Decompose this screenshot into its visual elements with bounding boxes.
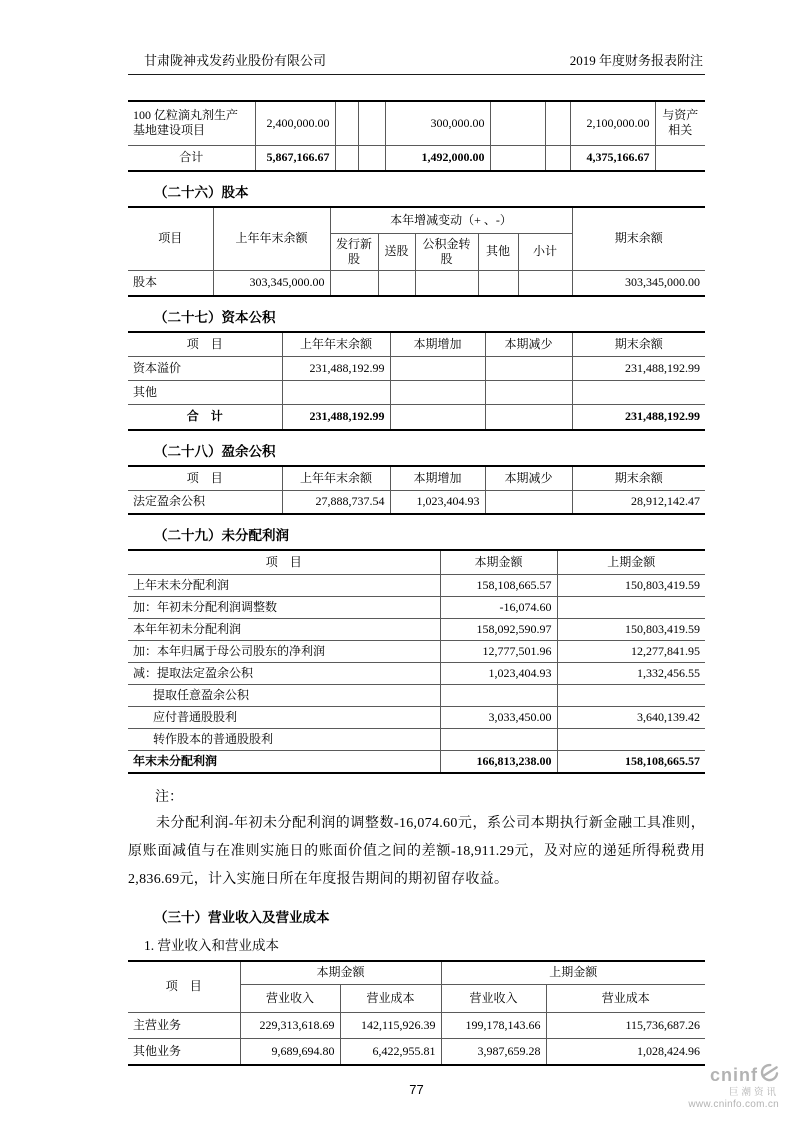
col-header-item: 项 目 <box>128 332 282 356</box>
row-label: 其他 <box>128 380 282 404</box>
row-label: 其他业务 <box>128 1039 240 1065</box>
note-paragraph: 未分配利润-年初未分配利润的调整数-16,074.60元，系公司本期执行新金融工具准则，原账面减值与在准则实施日的账面价值之间的差额-18,911.29元，及对应的递延所得税费用2,836.69元，计入实施日所在年度报告期间的期初留存收益。 <box>128 815 705 887</box>
amount-cell: 229,313,618.69 <box>240 1013 340 1039</box>
col-header-current: 本期金额 <box>440 550 557 574</box>
table-row <box>128 490 705 514</box>
total-row <box>128 404 705 430</box>
subsection-heading: 1. 营业收入和营业成本 <box>144 937 279 953</box>
empty-cell <box>655 145 705 171</box>
col-header-decrease: 本期减少 <box>485 332 572 356</box>
amount-cell: 3,987,659.28 <box>441 1039 546 1065</box>
empty-cell <box>478 270 518 296</box>
amount-cell: 158,108,665.57 <box>557 750 705 773</box>
amount-cell: 12,277,841.95 <box>557 640 705 662</box>
page-header <box>128 0 705 75</box>
surplus-reserve-table <box>128 465 705 515</box>
amount-cell: 303,345,000.00 <box>213 270 330 296</box>
amount-cell: 9,689,694.80 <box>240 1039 340 1065</box>
related-type-cell: 与资产相关 <box>655 101 705 145</box>
empty-cell <box>390 356 485 380</box>
empty-cell <box>545 101 570 145</box>
section-heading-29: （二十九）未分配利润 <box>154 528 289 543</box>
amount-cell: 12,777,501.96 <box>440 640 557 662</box>
amount-cell: 27,888,737.54 <box>282 490 390 514</box>
col-header-item: 项 目 <box>128 961 240 1013</box>
note-label: 注： <box>155 789 183 805</box>
empty-cell <box>485 404 572 430</box>
amount-cell: 2,100,000.00 <box>570 101 655 145</box>
amount-cell: 1,332,456.55 <box>557 662 705 684</box>
table-row <box>128 596 705 618</box>
section-heading-27: （二十七）资本公积 <box>154 310 276 325</box>
table-row <box>128 270 705 296</box>
empty-cell <box>485 490 572 514</box>
table-row <box>128 728 705 750</box>
empty-cell <box>440 728 557 750</box>
amount-cell: 150,803,419.59 <box>557 574 705 596</box>
table-row <box>128 640 705 662</box>
empty-cell <box>378 270 415 296</box>
empty-cell <box>415 270 478 296</box>
row-label: 法定盈余公积 <box>128 490 282 514</box>
table-row <box>128 574 705 596</box>
row-label: 资本溢价 <box>128 356 282 380</box>
section-heading-30: （三十）营业收入及营业成本 <box>154 909 330 925</box>
capital-reserve-table <box>128 331 705 431</box>
total-label: 合计 <box>128 145 255 171</box>
amount-cell: 300,000.00 <box>385 101 490 145</box>
col-header-subtotal: 小计 <box>518 233 572 270</box>
empty-cell <box>557 684 705 706</box>
empty-cell <box>282 380 390 404</box>
header-row <box>128 207 705 233</box>
amount-cell: 115,736,687.26 <box>546 1013 705 1039</box>
col-header-increase: 本期增加 <box>390 332 485 356</box>
header-row <box>128 466 705 490</box>
row-label: 股本 <box>128 270 213 296</box>
amount-cell: 150,803,419.59 <box>557 618 705 640</box>
empty-cell <box>557 728 705 750</box>
row-label: 本年年初未分配利润 <box>128 618 440 640</box>
col-header-prev-balance: 上年年末余额 <box>282 332 390 356</box>
amount-cell: 5,867,166.67 <box>255 145 335 171</box>
table-row <box>128 1013 705 1039</box>
cninfo-watermark <box>688 1063 779 1110</box>
col-header-revenue: 营业收入 <box>240 985 340 1013</box>
total-label: 年末未分配利润 <box>128 750 440 773</box>
empty-cell <box>490 101 545 145</box>
col-header-current: 本期金额 <box>240 961 441 985</box>
col-header-increase: 本期增加 <box>390 466 485 490</box>
table-row <box>128 356 705 380</box>
share-capital-table <box>128 206 705 297</box>
total-label: 合 计 <box>128 404 282 430</box>
table-row <box>128 618 705 640</box>
col-header-prior: 上期金额 <box>441 961 705 985</box>
row-label: 减：提取法定盈余公积 <box>128 662 440 684</box>
empty-cell <box>485 356 572 380</box>
amount-cell: 158,092,590.97 <box>440 618 557 640</box>
col-header-other: 其他 <box>478 233 518 270</box>
empty-cell <box>545 145 570 171</box>
page-number: 77 <box>409 1081 424 1097</box>
amount-cell: 199,178,143.66 <box>441 1013 546 1039</box>
row-label: 加：年初未分配利润调整数 <box>128 596 440 618</box>
empty-cell <box>335 101 358 145</box>
empty-cell <box>358 101 385 145</box>
col-header-decrease: 本期减少 <box>485 466 572 490</box>
amount-cell: 1,492,000.00 <box>385 145 490 171</box>
empty-cell <box>490 145 545 171</box>
header-row <box>128 550 705 574</box>
cninfo-logo-url: www.cninfo.com.cn <box>688 1098 779 1110</box>
row-label: 主营业务 <box>128 1013 240 1039</box>
table-row <box>128 101 705 145</box>
empty-cell <box>485 380 572 404</box>
amount-cell: 231,488,192.99 <box>282 404 390 430</box>
col-header-new-shares: 发行新股 <box>330 233 378 270</box>
empty-cell <box>557 596 705 618</box>
col-header-item: 项 目 <box>128 550 440 574</box>
amount-cell: 1,023,404.93 <box>390 490 485 514</box>
amount-cell: 4,375,166.67 <box>570 145 655 171</box>
table-row <box>128 684 705 706</box>
col-header-end-balance: 期末余额 <box>572 207 705 270</box>
empty-cell <box>358 145 385 171</box>
empty-cell <box>330 270 378 296</box>
amount-cell: 231,488,192.99 <box>572 356 705 380</box>
revenue-cost-table <box>128 960 705 1066</box>
col-header-reserve-to-shares: 公积金转股 <box>415 233 478 270</box>
col-header-cost: 营业成本 <box>546 985 705 1013</box>
cninfo-logo-text: cninf <box>710 1065 758 1086</box>
amount-cell: 1,023,404.93 <box>440 662 557 684</box>
header-row <box>128 332 705 356</box>
col-header-end-balance: 期末余额 <box>572 332 705 356</box>
table-row <box>128 380 705 404</box>
document-title: 2019 年度财务报表附注 <box>569 53 703 68</box>
section-heading-26: （二十六）股本 <box>154 185 249 200</box>
empty-cell <box>572 380 705 404</box>
amount-cell: 1,028,424.96 <box>546 1039 705 1065</box>
amount-cell: 28,912,142.47 <box>572 490 705 514</box>
section-heading-28: （二十八）盈余公积 <box>154 444 276 459</box>
col-header-prev-balance: 上年年末余额 <box>282 466 390 490</box>
col-header-prior: 上期金额 <box>557 550 705 574</box>
amount-cell: 6,422,955.81 <box>340 1039 441 1065</box>
col-header-item: 项 目 <box>128 466 282 490</box>
row-label: 提取任意盈余公积 <box>128 684 440 706</box>
empty-cell <box>440 684 557 706</box>
amount-cell: 231,488,192.99 <box>282 356 390 380</box>
amount-cell: 3,640,139.42 <box>557 706 705 728</box>
col-header-cost: 营业成本 <box>340 985 441 1013</box>
company-name: 甘肃陇神戎发药业股份有限公司 <box>144 53 327 68</box>
col-header-bonus-shares: 送股 <box>378 233 415 270</box>
page-content <box>128 0 705 1097</box>
empty-cell <box>390 404 485 430</box>
amount-cell: 158,108,665.57 <box>440 574 557 596</box>
col-header-item: 项目 <box>128 207 213 270</box>
amount-cell: 231,488,192.99 <box>572 404 705 430</box>
col-header-change: 本年增减变动（+ 、-） <box>330 207 572 233</box>
amount-cell: 3,033,450.00 <box>440 706 557 728</box>
undistributed-profit-table <box>128 549 705 774</box>
cninfo-logo-icon <box>760 1063 779 1087</box>
col-header-end-balance: 期末余额 <box>572 466 705 490</box>
table-row <box>128 1039 705 1065</box>
row-label: 加：本年归属于母公司股东的净利润 <box>128 640 440 662</box>
amount-cell: 142,115,926.39 <box>340 1013 441 1039</box>
amount-cell: 2,400,000.00 <box>255 101 335 145</box>
cninfo-logo-subtitle: 巨潮资讯 <box>728 1086 779 1098</box>
total-row <box>128 145 705 171</box>
col-header-revenue: 营业收入 <box>441 985 546 1013</box>
amount-cell: 303,345,000.00 <box>572 270 705 296</box>
project-name: 100 亿粒滴丸剂生产基地建设项目 <box>128 101 255 145</box>
row-label: 转作股本的普通股股利 <box>128 728 440 750</box>
header-row <box>128 961 705 985</box>
empty-cell <box>390 380 485 404</box>
row-label: 应付普通股股利 <box>128 706 440 728</box>
table-row <box>128 706 705 728</box>
empty-cell <box>335 145 358 171</box>
table-row <box>128 662 705 684</box>
total-row <box>128 750 705 773</box>
amount-cell: -16,074.60 <box>440 596 557 618</box>
row-label: 上年末未分配利润 <box>128 574 440 596</box>
empty-cell <box>518 270 572 296</box>
amount-cell: 166,813,238.00 <box>440 750 557 773</box>
col-header-prev-balance: 上年年末余额 <box>213 207 330 270</box>
top-continuation-table <box>128 100 705 172</box>
